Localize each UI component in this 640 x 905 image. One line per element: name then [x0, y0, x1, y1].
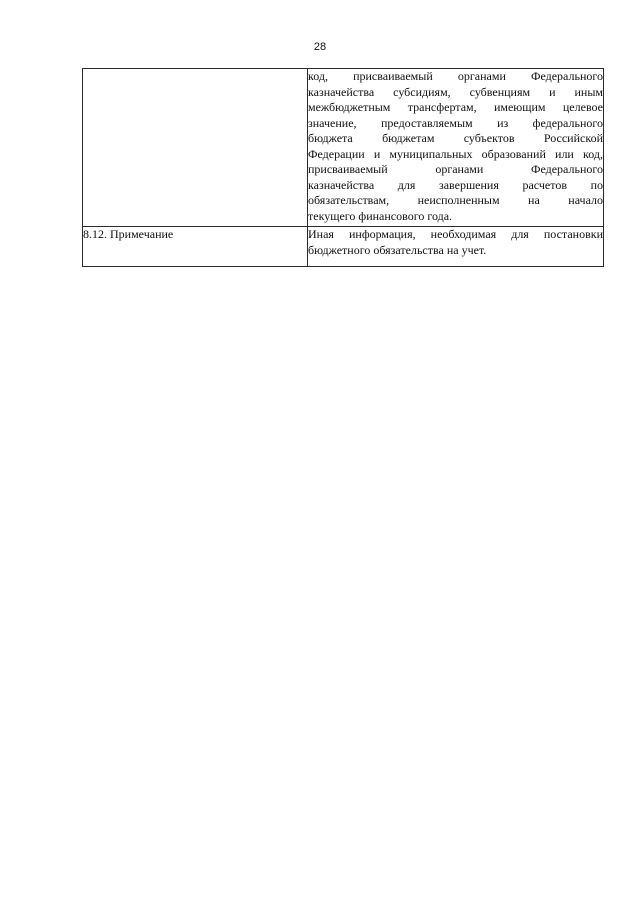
description-line: Федерации и муниципальных образований или код, — [308, 146, 603, 161]
field-name: 8.12. Примечание — [83, 227, 174, 241]
description-line: обязательствам, неисполненным на начало — [308, 193, 603, 207]
description-line: текущего финансового года. — [308, 208, 453, 223]
description-line: код, присваиваемый органами Федерального — [308, 69, 603, 83]
field-description-cell — [308, 69, 604, 227]
page-number: 28 — [313, 41, 327, 53]
description-line: Иная информация, необходимая для постановки — [308, 227, 603, 241]
requisites-table — [82, 68, 604, 267]
description-line: присваиваемый органами Федерального — [308, 162, 603, 176]
field-name-cell — [83, 227, 308, 267]
description-line: бюджета бюджетам субъектов Российской — [308, 131, 603, 145]
description-line: казначейства для завершения расчетов по — [308, 177, 603, 192]
description-line: бюджетного обязательства на учет. — [308, 242, 487, 257]
table-row — [83, 69, 604, 227]
description-line: казначейства субсидиям, субвенциям и иным — [308, 84, 603, 99]
field-name-cell — [83, 69, 308, 227]
description-line: значение, предоставляемым из федерального — [308, 115, 603, 130]
field-description-cell — [308, 227, 604, 267]
table-row — [83, 227, 604, 267]
description-line: межбюджетным трансфертам, имеющим целевое — [308, 100, 603, 114]
